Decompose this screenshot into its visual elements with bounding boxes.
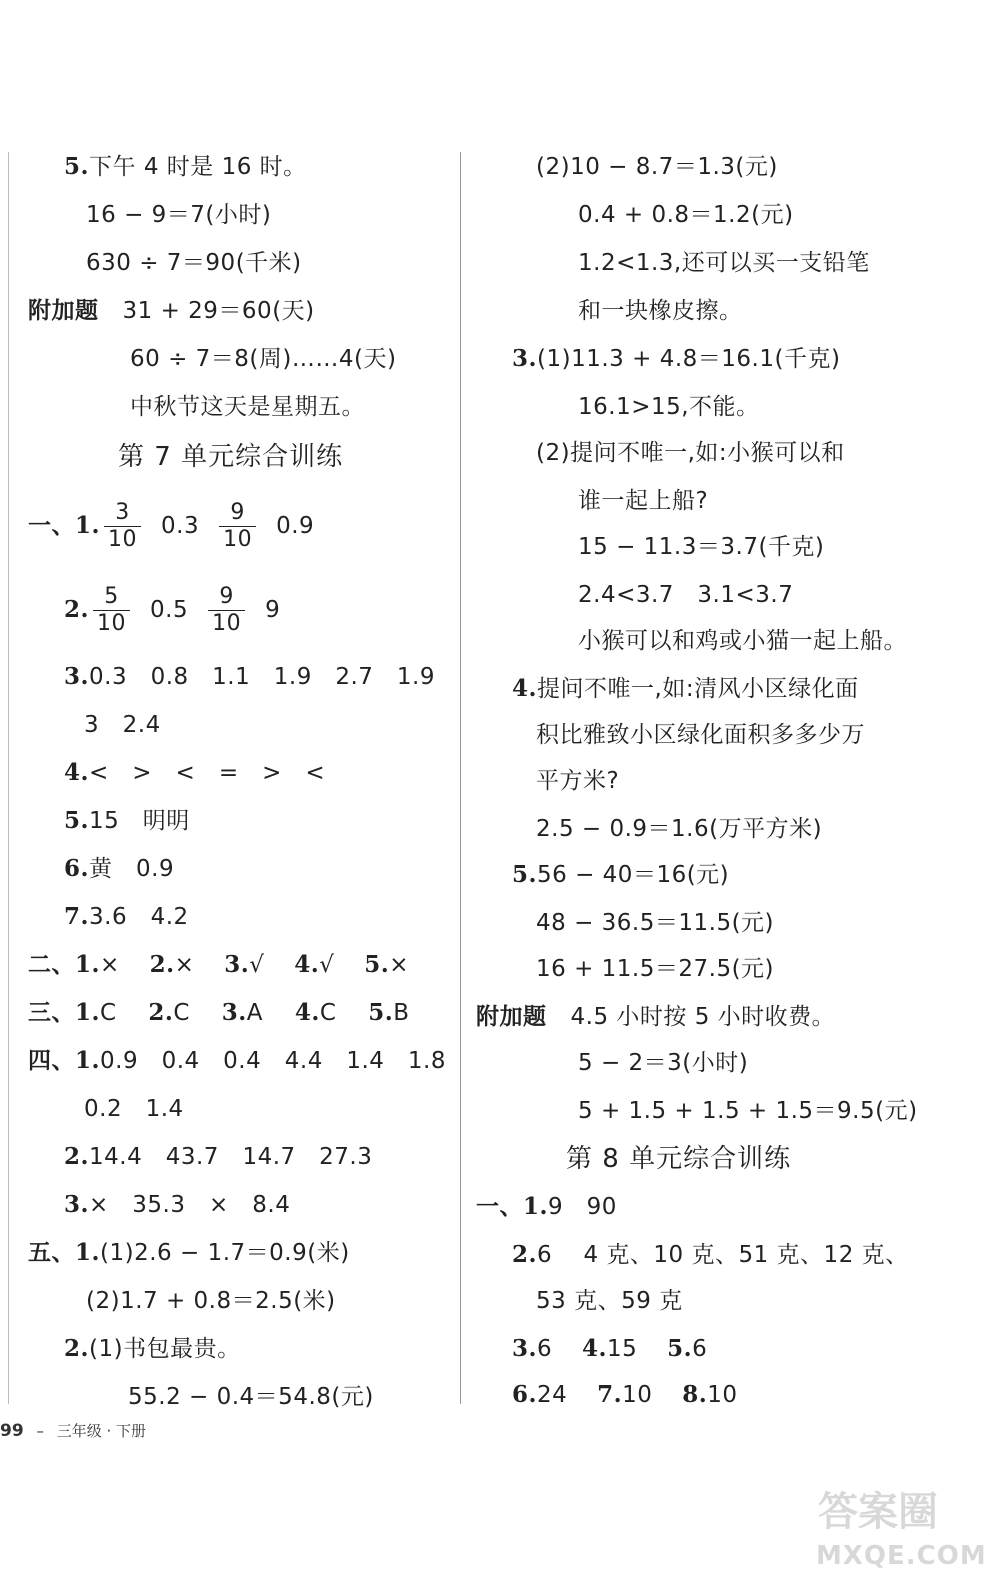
column-divider (460, 152, 461, 1404)
left-section2: 二、1.× 2.× 3.√ 4.√ 5.× (28, 951, 409, 978)
left-section3: 三、1.C 2.C 3.A 4.C 5.B (28, 999, 410, 1026)
right-line-16: 5.56 − 40＝16(元) (512, 861, 730, 888)
right-line-19: 附加题 4.5 小时按 5 小时收费。 (476, 1003, 836, 1030)
right-line-12: 4.提问不唯一,如:清风小区绿化面 (512, 675, 859, 702)
right-line-21: 5 + 1.5 + 1.5 + 1.5＝9.5(元) (578, 1098, 918, 1124)
left-section1-q2: 2. $\frac{5}{10}$ 0.5 $\frac{9}{10}$ 9 (64, 584, 281, 636)
left-section4-q2: 2.14.4 43.7 14.7 27.3 (64, 1143, 373, 1170)
fraction-5-10: $\frac{5}{10}$ (93, 584, 130, 637)
page-number: 99 (0, 1421, 24, 1441)
left-section5-q1b: (2)1.7 + 0.8＝2.5(米) (86, 1288, 336, 1314)
fraction-3-10: $\frac{3}{10}$ (104, 500, 141, 553)
right-line-3: 1.2<1.3,还可以买一支铅笔 (578, 250, 870, 276)
right-line-18: 16 + 11.5＝27.5(元) (536, 956, 775, 982)
right-line-17: 48 − 36.5＝11.5(元) (536, 910, 775, 936)
left-section5-q1: 五、1.(1)2.6 − 1.7＝0.9(米) (28, 1239, 350, 1266)
right-line-6: 16.1>15,不能。 (578, 394, 760, 420)
left-line-6: 中秋节这天是星期五。 (130, 394, 365, 420)
left-margin-line (8, 152, 9, 1404)
left-section4-q1b: 0.2 1.4 (84, 1096, 184, 1122)
right-line-10: 2.4<3.7 3.1<3.7 (578, 582, 794, 608)
right-u8-q2: 2.6 4 克、10 克、51 克、12 克、 (512, 1241, 909, 1268)
right-line-14: 平方米? (536, 768, 620, 794)
right-line-9: 15 − 11.3＝3.7(千克) (578, 534, 825, 560)
left-line-2: 16 − 9＝7(小时) (86, 202, 272, 228)
fraction-9-10: $\frac{9}{10}$ (219, 500, 256, 553)
page-footer: 99 – 三年级 · 下册 (0, 1421, 147, 1441)
right-line-8: 谁一起上船? (578, 488, 709, 514)
right-line-13: 积比雅致小区绿化面积多多少万 (536, 722, 865, 748)
left-section4-q1: 四、1.0.9 0.4 0.4 4.4 1.4 1.8 (28, 1047, 446, 1074)
right-line-15: 2.5 − 0.9＝1.6(万平方米) (536, 816, 823, 842)
right-line-2: 0.4 + 0.8＝1.2(元) (578, 202, 794, 228)
right-u8-q1: 一、1.9 90 (476, 1193, 617, 1220)
fraction-9-10-b: $\frac{9}{10}$ (208, 584, 245, 637)
right-line-4: 和一块橡皮擦。 (578, 298, 743, 324)
left-line-s1-3b: 3 2.4 (84, 712, 161, 738)
right-u8-q3-5: 3.6 4.15 5.6 (512, 1335, 708, 1362)
left-line-s1-5: 5.15 明明 (64, 807, 190, 834)
left-line-s1-3: 3.0.3 0.8 1.1 1.9 2.7 1.9 (64, 663, 435, 690)
grade-label: 三年级 · 下册 (56, 1422, 147, 1440)
left-line-s1-7: 7.3.6 4.2 (64, 903, 189, 930)
left-line-s1-6: 6.黄 0.9 (64, 855, 175, 882)
left-line-3: 630 ÷ 7＝90(千米) (86, 250, 302, 276)
left-line-4: 附加题 31 + 29＝60(天) (28, 297, 315, 324)
right-line-20: 5 − 2＝3(小时) (578, 1050, 749, 1076)
left-section1-q1: 一、1. $\frac{3}{10}$ 0.3 $\frac{9}{10}$ 0.9 (28, 500, 315, 552)
left-section5-q2: 2.(1)书包最贵。 (64, 1335, 241, 1362)
right-u8-q2b: 53 克、59 克 (536, 1288, 683, 1314)
left-line-5: 60 ÷ 7＝8(周)……4(天) (130, 346, 397, 372)
left-line-s1-4: 4.< > < = > < (64, 759, 326, 786)
right-u8-q6-8: 6.24 7.10 8.10 (512, 1381, 738, 1408)
left-section4-q3: 3.× 35.3 × 8.4 (64, 1191, 291, 1218)
unit-8-heading: 第 8 单元综合训练 (566, 1144, 792, 1174)
left-section5-q2b: 55.2 − 0.4＝54.8(元) (128, 1384, 374, 1410)
right-line-7: (2)提问不唯一,如:小猴可以和 (536, 440, 845, 466)
right-line-1: (2)10 − 8.7＝1.3(元) (536, 154, 778, 180)
watermark-logo: 答案圈 MXQE.COM (816, 1489, 987, 1571)
left-line-1: 5.下午 4 时是 16 时。 (64, 153, 307, 180)
right-line-5: 3.(1)11.3 + 4.8＝16.1(千克) (512, 345, 841, 372)
right-line-11: 小猴可以和鸡或小猫一起上船。 (578, 628, 907, 654)
unit-7-heading: 第 7 单元综合训练 (118, 442, 344, 472)
